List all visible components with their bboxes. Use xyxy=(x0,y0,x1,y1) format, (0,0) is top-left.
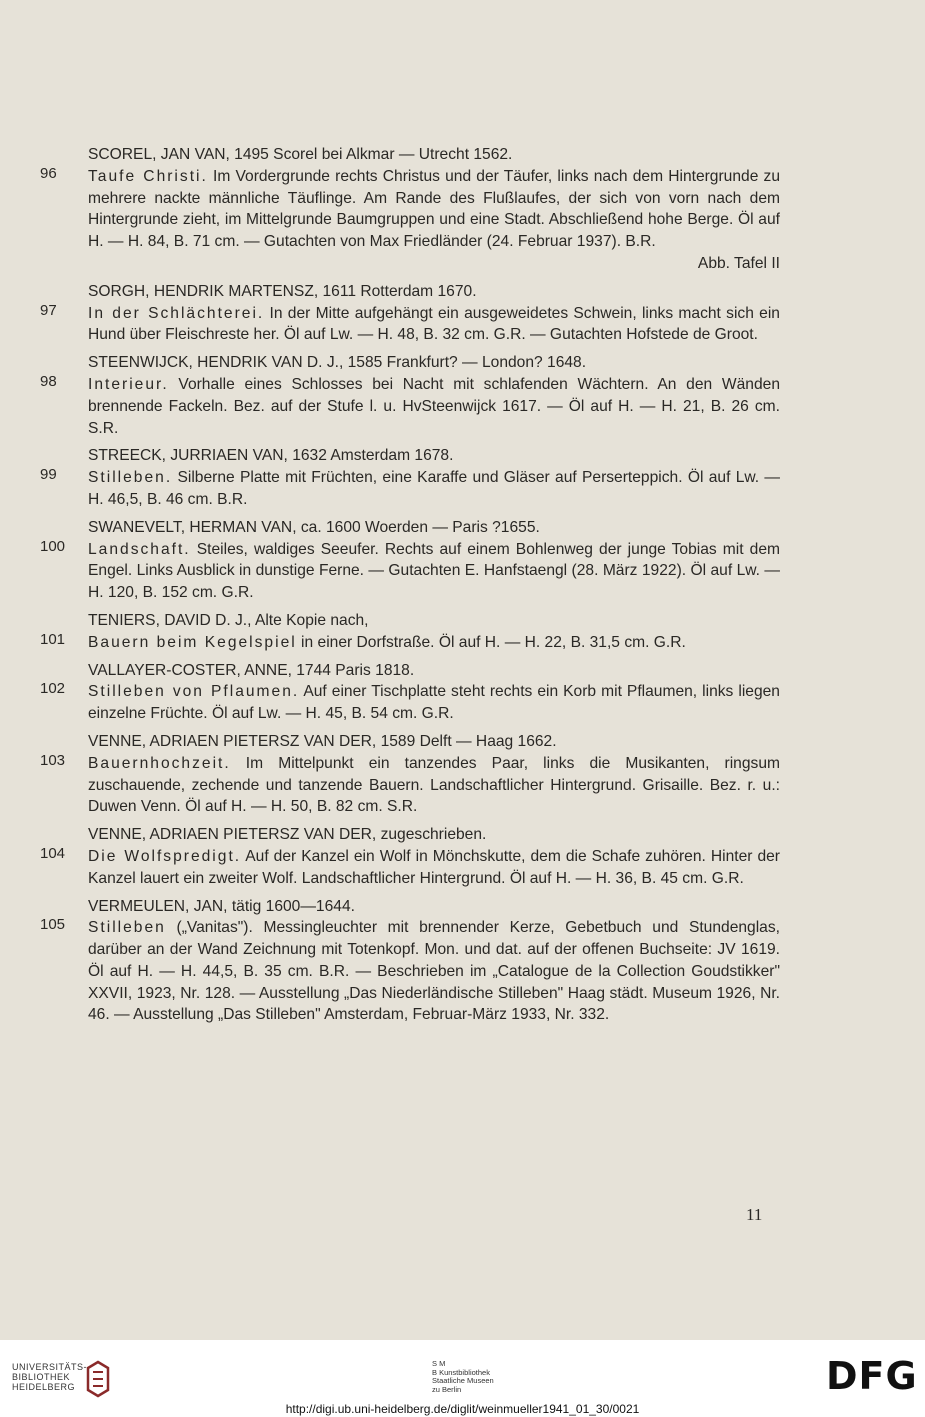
lot-number: 99 xyxy=(40,466,57,484)
dfg-logo: DFG xyxy=(826,1354,918,1398)
artist-heading: STREECK, JURRIAEN VAN, 1632 Amsterdam 1678. xyxy=(88,447,454,465)
catalogue-entry xyxy=(40,517,780,604)
entry-description: Silberne Platte mit Früchten, eine Karaffe und Gläser auf Perserteppich. Öl auf Lw. — H. 46,5, B. 46 cm. B.R. xyxy=(88,469,780,508)
sm-line: Staatliche Museen xyxy=(432,1376,494,1385)
artwork-title: Bauernhochzeit. xyxy=(88,754,231,772)
entry-description: In der Mitte aufgehängt ein ausgeweidetes Schwein, links macht sich ein Hund über Fleischreste her. Öl auf Lw. — H. 48, B. 32 cm. G.R. — Gutachten Hofstede de Groot. xyxy=(88,304,780,344)
artwork-title: Die Wolfspredigt. xyxy=(88,847,242,865)
artwork-title: Interieur. xyxy=(88,375,169,393)
sm-line: zu Berlin xyxy=(432,1384,462,1394)
catalogue-entry xyxy=(40,352,780,439)
plate-reference-line xyxy=(88,253,780,275)
lot-number: 98 xyxy=(40,372,57,390)
lot-number: 102 xyxy=(40,680,66,698)
entry-description: Vorhalle eines Schlosses bei Nacht mit schlafenden Wächtern. An den Wänden brennende Fackeln. Bez. auf der Stufe l. u. HvSteenwijck 1617. — Öl auf H. — H. 21, B. 26 cm. S.R. xyxy=(88,375,780,437)
catalogue-entry xyxy=(40,824,780,889)
entry-description: Auf einer Tischplatte steht rechts ein Korb mit Pflaumen, links liegen einzelne Früchte. Öl auf Lw. — H. 45, B. 54 cm. G.R. xyxy=(88,683,780,723)
entry-description: („Vanitas"). Messingleuchter mit brennender Kerze, Gebetbuch und Stundenglas, darüber an der Wand Zeichnung mit Totenkopf. Mon. und dat. auf der offenen Buchseite: JV 1619. Öl auf H. — H. 44,5, B. 35 cm. B.R. — Beschrieben im „Catalogue de la Collection Goudstikker" XXVII, 1923, Nr. 128. — Ausstellung „Das Niederländische Stilleben" Haag städt. Museum 1926, Nr. 46. — Ausstellung „Das Stilleben" Amsterdam, Februar-März 1933, Nr. 332. xyxy=(88,919,780,1024)
catalogue-entry xyxy=(40,445,780,510)
lot-number: 105 xyxy=(40,916,66,934)
entry-body xyxy=(40,539,780,604)
catalogue-entry xyxy=(40,896,780,1027)
sm-line: S M xyxy=(432,1359,446,1368)
lot-number: 97 xyxy=(40,301,57,319)
library-line: BIBLIOTHEK xyxy=(12,1372,71,1382)
library-line: HEIDELBERG xyxy=(12,1382,76,1392)
artist-heading: VENNE, ADRIAEN PIETERSZ VAN DER, 1589 Delft — Haag 1662. xyxy=(88,732,557,750)
lot-number: 104 xyxy=(40,844,66,862)
entry-body xyxy=(40,467,780,511)
artwork-title: Taufe Christi. xyxy=(88,167,208,185)
entry-body xyxy=(40,753,780,818)
artist-heading: VERMEULEN, JAN, tätig 1600—1644. xyxy=(88,897,355,915)
artwork-title: Stilleben. xyxy=(88,469,173,487)
artwork-title: Stilleben von Pflaumen. xyxy=(88,683,300,701)
entry-description: Auf der Kanzel ein Wolf in Mönchskutte, dem die Schafe zuhören. Hinter der Kanzel lauert ein zweiter Wolf. Landschaftlicher Hintergrund. Öl auf H. — H. 36, B. 45 cm. G.R. xyxy=(88,847,780,887)
entry-body xyxy=(40,374,780,439)
kunstbibliothek-logo xyxy=(432,1360,494,1394)
entry-description: Im Vordergrunde rechts Christus und der Täufer, links nach dem Hintergrunde zu mehrere nackte männliche Täuflinge. Am Rande des Flußlaufes, der sich von vorn nach dem Hintergrunde zieht, im Mittelgrunde Baumgruppen und eine Stadt. Abschließend hohe Berge. Öl auf H. — H. 84, B. 71 cm. — Gutachten von Max Friedländer (24. Februar 1937). B.R. xyxy=(88,167,780,251)
heidelberg-logo-icon xyxy=(84,1360,112,1398)
entry-body xyxy=(40,632,780,654)
catalogue-entry xyxy=(40,731,780,818)
artwork-title: Stilleben xyxy=(88,919,166,937)
entry-body xyxy=(40,917,780,1026)
artist-heading: TENIERS, DAVID D. J., Alte Kopie nach, xyxy=(88,611,369,629)
artist-heading: SWANEVELT, HERMAN VAN, ca. 1600 Woerden — Paris ?1655. xyxy=(88,518,540,536)
page-number: 11 xyxy=(746,1205,763,1224)
lot-number: 103 xyxy=(40,751,66,769)
catalogue-entry xyxy=(40,281,780,346)
artwork-title: Bauern beim Kegelspiel xyxy=(88,633,297,651)
entry-description: Im Mittelpunkt ein tanzendes Paar, links die Musikanten, ringsum zuschauende, zechende und tanzende Bauern. Landschaftlicher Hintergrund. Grisaille. Bez. r. u.: Duwen Venn. Öl auf H. — H. 50, B. 82 cm. S.R. xyxy=(88,754,780,816)
catalogue-entries xyxy=(40,144,780,1032)
entry-body xyxy=(40,303,780,347)
artist-heading: STEENWIJCK, HENDRIK VAN D. J., 1585 Frankfurt? — London? 1648. xyxy=(88,354,587,372)
source-url-link[interactable]: http://digi.ub.uni-heidelberg.de/diglit/weinmueller1941_01_30/0021 xyxy=(285,1402,640,1416)
artwork-title: Landschaft. xyxy=(88,540,191,558)
sm-line: B Kunstbibliothek xyxy=(432,1367,490,1377)
university-library-name xyxy=(12,1362,87,1392)
digitization-footer xyxy=(0,1340,925,1417)
catalogue-entry xyxy=(40,144,780,275)
artist-heading: VALLAYER-COSTER, ANNE, 1744 Paris 1818. xyxy=(88,661,415,679)
catalogue-entry xyxy=(40,610,780,654)
entry-description: Steiles, waldiges Seeufer. Rechts auf einem Bohlenweg der junge Tobias mit dem Engel. Links Ausblick in dunstige Ferne. — Gutachten E. Hanfstaengl (28. März 1922). Öl auf Lw. — H. 120, B. 152 cm. G.R. xyxy=(88,540,780,602)
lot-number: 100 xyxy=(40,537,66,555)
plate-reference: Abb. Tafel II xyxy=(697,254,780,272)
library-line: UNIVERSITÄTS- xyxy=(12,1362,88,1372)
entry-body xyxy=(40,681,780,725)
entry-description: in einer Dorfstraße. Öl auf H. — H. 22, B. 31,5 cm. G.R. xyxy=(301,633,686,651)
entry-body xyxy=(40,166,780,275)
artwork-title: In der Schlächterei. xyxy=(88,304,265,322)
catalogue-entry xyxy=(40,660,780,725)
artist-heading: SORGH, HENDRIK MARTENSZ, 1611 Rotterdam 1670. xyxy=(88,282,477,300)
lot-number: 101 xyxy=(40,630,66,648)
artist-heading: VENNE, ADRIAEN PIETERSZ VAN DER, zugeschrieben. xyxy=(88,826,487,844)
entry-body xyxy=(40,846,780,890)
lot-number: 96 xyxy=(40,164,57,182)
artist-heading: SCOREL, JAN VAN, 1495 Scorel bei Alkmar — Utrecht 1562. xyxy=(88,146,513,163)
